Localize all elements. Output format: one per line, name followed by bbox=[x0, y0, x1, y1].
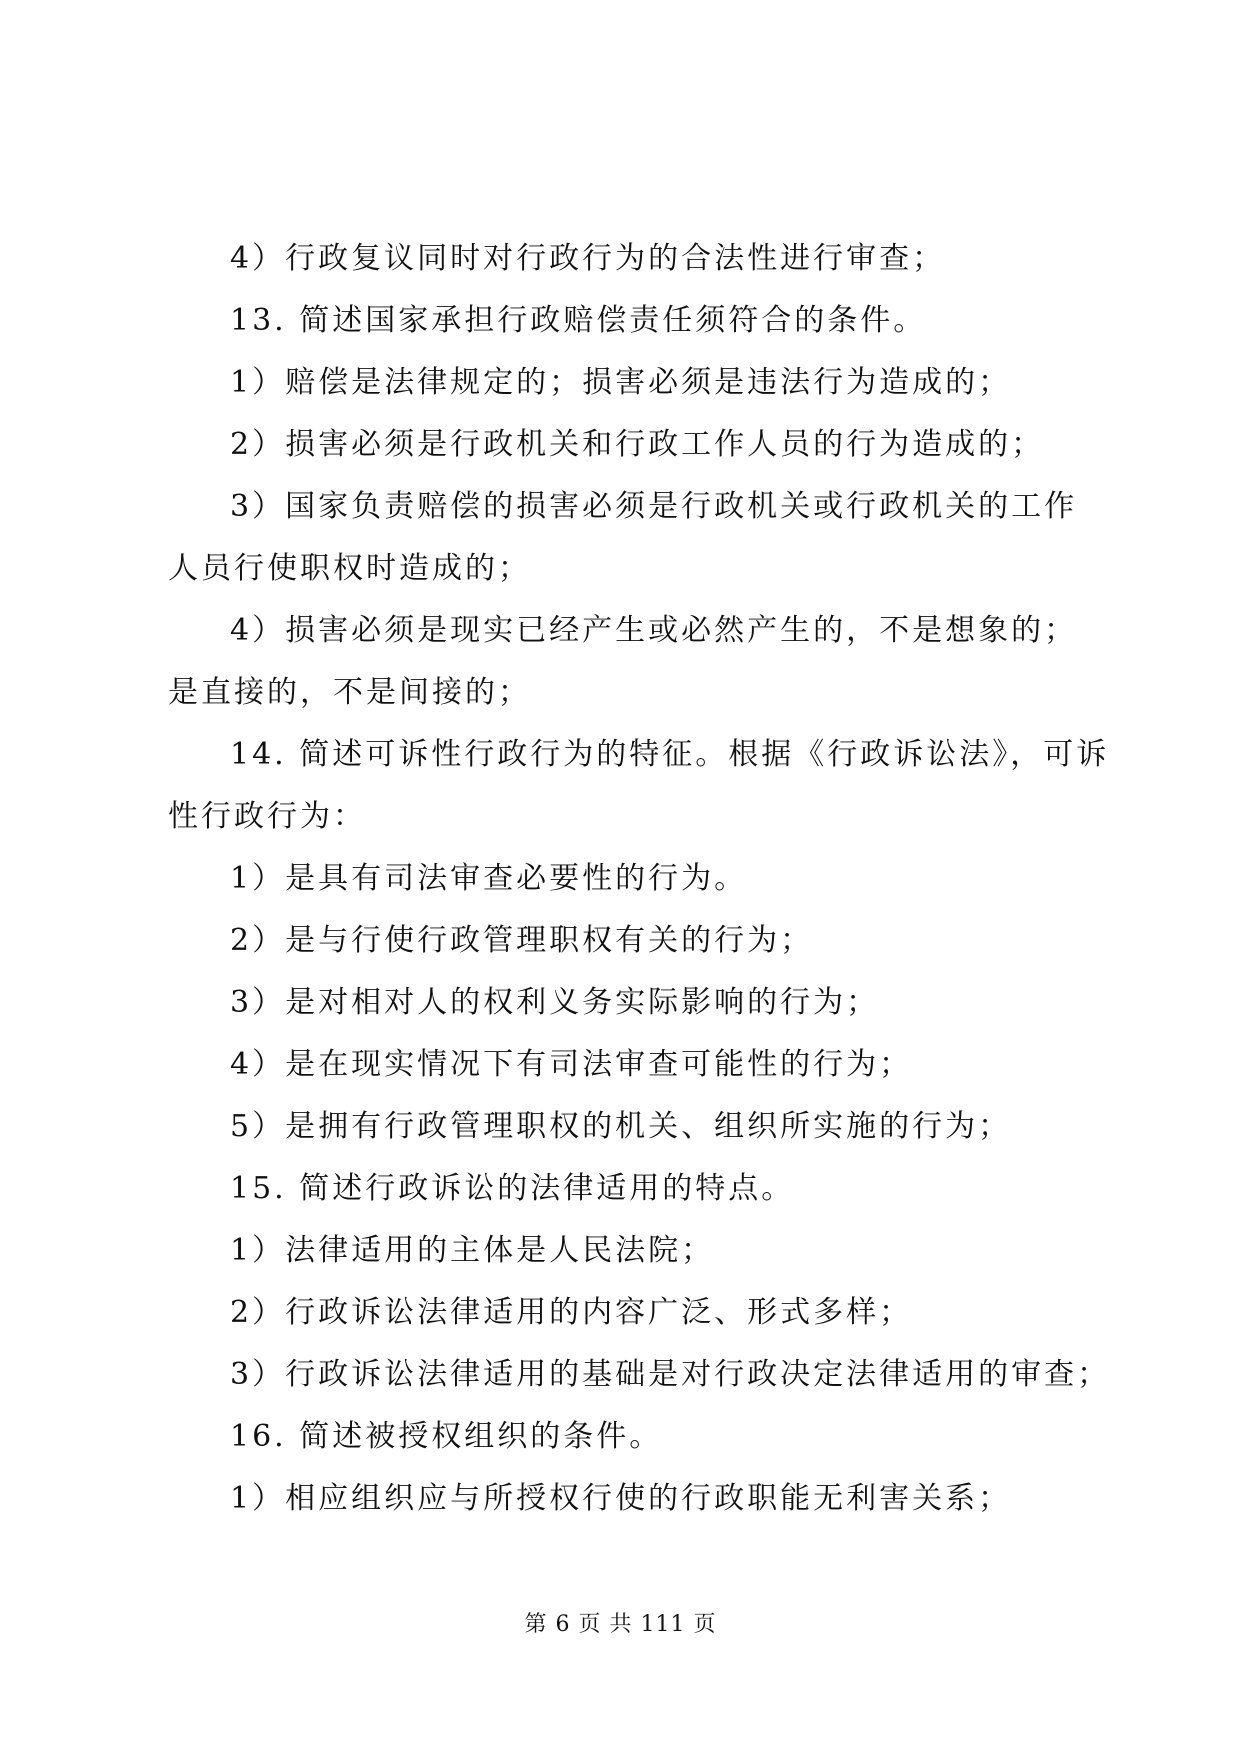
text-line-continued: 是直接的，不是间接的； bbox=[168, 675, 531, 710]
question-heading: 14. 简述可诉性行政行为的特征。根据《行政诉讼法》，可诉 bbox=[230, 737, 1110, 772]
text-line: 1）是具有司法审查必要性的行为。 bbox=[230, 861, 748, 896]
text-line: 4）是在现实情况下有司法审查可能性的行为； bbox=[230, 1047, 913, 1082]
question-heading: 16. 简述被授权组织的条件。 bbox=[230, 1419, 663, 1454]
text-line: 2）损害必须是行政机关和行政工作人员的行为造成的； bbox=[230, 427, 1045, 462]
question-heading: 13. 简述国家承担行政赔偿责任须符合的条件。 bbox=[230, 303, 927, 338]
page-footer: 第 6 页 共 111 页 bbox=[524, 1612, 717, 1637]
text-line: 1）赔偿是法律规定的；损害必须是违法行为造成的； bbox=[230, 365, 1012, 400]
text-line: 3）行政诉讼法律适用的基础是对行政决定法律适用的审查； bbox=[230, 1357, 1111, 1392]
text-line: 2）是与行使行政管理职权有关的行为； bbox=[230, 923, 814, 958]
text-line: 4）损害必须是现实已经产生或必然产生的，不是想象的； bbox=[230, 613, 1078, 648]
text-line-continued: 性行政行为： bbox=[168, 799, 366, 834]
text-line: 4）行政复议同时对行政行为的合法性进行审查； bbox=[230, 241, 946, 276]
text-line-continued: 人员行使职权时造成的； bbox=[168, 551, 531, 586]
question-heading: 15. 简述行政诉讼的法律适用的特点。 bbox=[230, 1171, 795, 1206]
body-text bbox=[168, 228, 1111, 1530]
text-line: 3）国家负责赔偿的损害必须是行政机关或行政机关的工作 bbox=[230, 489, 1078, 524]
text-line: 1）法律适用的主体是人民法院； bbox=[230, 1233, 715, 1268]
text-line: 1）相应组织应与所授权行使的行政职能无利害关系； bbox=[230, 1481, 1012, 1516]
text-line: 3）是对相对人的权利义务实际影响的行为； bbox=[230, 985, 880, 1020]
text-line: 5）是拥有行政管理职权的机关、组织所实施的行为； bbox=[230, 1109, 1012, 1144]
text-line: 2）行政诉讼法律适用的内容广泛、形式多样； bbox=[230, 1295, 913, 1330]
